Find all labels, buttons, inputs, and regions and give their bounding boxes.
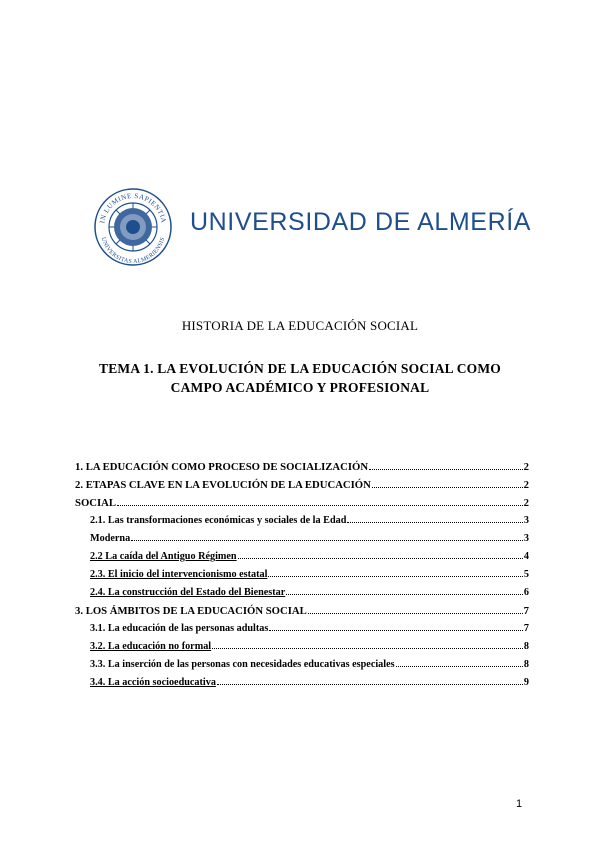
- toc-entry-text: 1. LA EDUCACIÓN COMO PROCESO DE SOCIALIZACIÓN: [75, 461, 369, 473]
- toc-leader: [308, 612, 523, 614]
- toc-leader: [372, 486, 523, 488]
- tema-title-line-2: CAMPO ACADÉMICO Y PROFESIONAL: [170, 380, 430, 395]
- university-name: UNIVERSIDAD DE ALMERÍA: [190, 208, 532, 236]
- toc-page-number: 8: [523, 641, 529, 652]
- toc-page-number: 6: [523, 587, 529, 598]
- toc-entry-text: Moderna: [90, 533, 131, 544]
- toc-entry-3-2[interactable]: [75, 638, 529, 656]
- tema-title: [0, 359, 600, 397]
- toc-leader: [286, 593, 523, 595]
- toc-entry-2-1[interactable]: [75, 512, 529, 530]
- toc-entry-3-1[interactable]: [75, 620, 529, 638]
- toc-leader: [217, 683, 523, 685]
- university-logo: [92, 186, 532, 268]
- toc-leader: [396, 665, 523, 667]
- toc-leader: [131, 539, 523, 541]
- toc-entry-text: 2. ETAPAS CLAVE EN LA EVOLUCIÓN DE LA EDUCACIÓN: [75, 479, 371, 491]
- seal-motto: IN LUMINE SAPIENTIA: [98, 191, 168, 224]
- toc-entry-text: 2.2 La caída del Antiguo Régimen: [90, 551, 237, 562]
- toc-page-number: 4: [523, 551, 529, 562]
- toc-page-number: 5: [523, 569, 529, 580]
- toc-entry-3[interactable]: [75, 602, 529, 620]
- toc-entry-2-4[interactable]: [75, 584, 529, 602]
- toc-page-number: 2: [523, 479, 529, 491]
- toc-entry-text: 3.3. La inserción de las personas con necesidades educativas especiales: [90, 659, 395, 670]
- seal-name: UNIVERSITAS ALMERIENSIS: [99, 236, 167, 266]
- toc-page-number: 2: [523, 461, 529, 473]
- toc-page-number: 7: [523, 605, 529, 617]
- page-number: 1: [516, 798, 523, 810]
- toc-page-number: 3: [523, 533, 529, 544]
- toc-page-number: 3: [523, 515, 529, 526]
- toc-leader: [268, 575, 522, 577]
- toc-page-number: 7: [523, 623, 529, 634]
- toc-page-number: 2: [523, 497, 529, 509]
- course-title: HISTORIA DE LA EDUCACIÓN SOCIAL: [181, 318, 419, 333]
- toc-entry-1[interactable]: [75, 458, 529, 476]
- toc-entry-2-2[interactable]: [75, 548, 529, 566]
- table-of-contents: [75, 458, 529, 692]
- toc-leader: [269, 629, 523, 631]
- toc-leader: [212, 647, 523, 649]
- toc-entry-text: 3.1. La educación de las personas adultas: [90, 623, 269, 634]
- toc-leader: [238, 557, 523, 559]
- toc-entry-2[interactable]: [75, 476, 529, 494]
- toc-entry-3-4[interactable]: [75, 674, 529, 692]
- toc-entry-text: 3.4. La acción socioeducativa: [90, 677, 216, 688]
- toc-entry-text: 3.2. La educación no formal: [90, 641, 212, 652]
- tema-title-line-1: TEMA 1. LA EVOLUCIÓN DE LA EDUCACIÓN SOCIAL COMO: [98, 361, 501, 376]
- toc-entry-2-1-cont[interactable]: [75, 530, 529, 548]
- toc-entry-2-3[interactable]: [75, 566, 529, 584]
- toc-leader: [117, 504, 523, 506]
- toc-entry-text: 2.3. El inicio del intervencionismo estatal: [90, 569, 268, 580]
- university-seal-icon: [92, 186, 174, 268]
- toc-leader: [347, 521, 523, 523]
- toc-entry-3-3[interactable]: [75, 656, 529, 674]
- toc-entry-text: 3. LOS ÁMBITOS DE LA EDUCACIÓN SOCIAL: [75, 605, 307, 617]
- toc-entry-text: 2.1. Las transformaciones económicas y sociales de la Edad: [90, 515, 347, 526]
- toc-leader: [369, 468, 523, 470]
- toc-page-number: 8: [523, 659, 529, 670]
- toc-entry-text: SOCIAL: [75, 497, 116, 509]
- toc-page-number: 9: [523, 677, 529, 688]
- toc-entry-2-cont[interactable]: [75, 494, 529, 512]
- toc-entry-text: 2.4. La construcción del Estado del Bienestar: [90, 587, 286, 598]
